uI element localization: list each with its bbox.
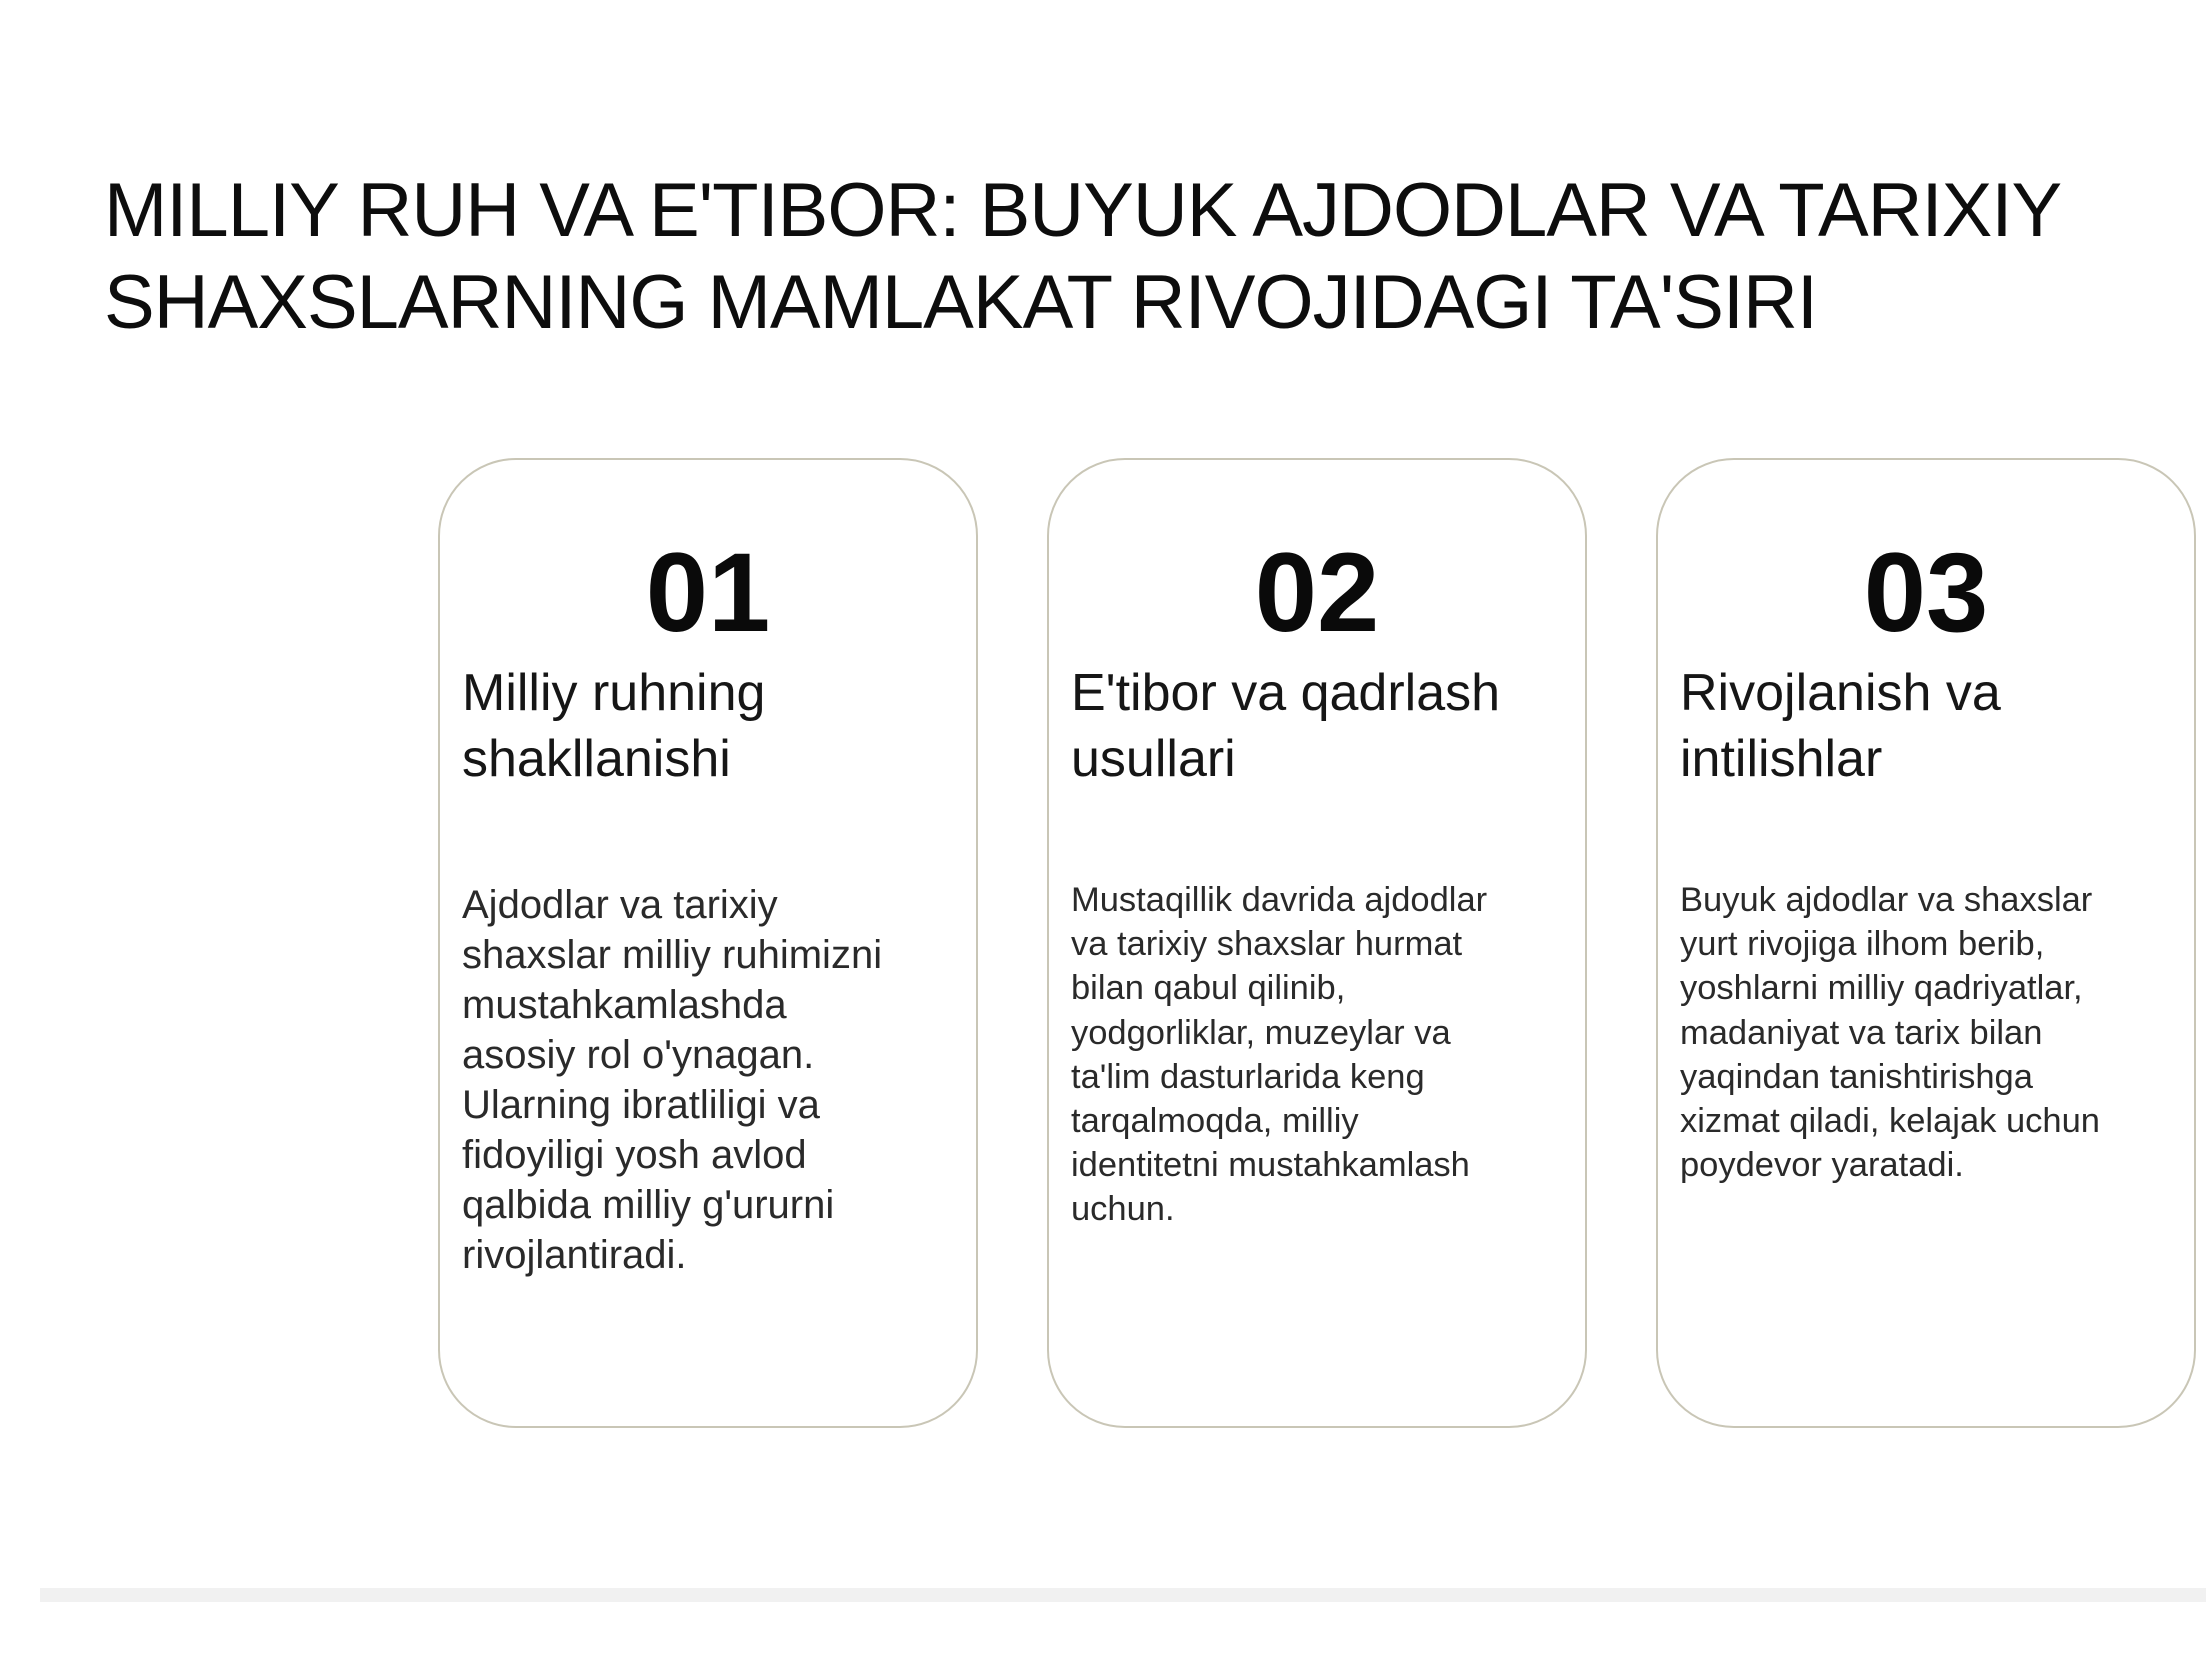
card-heading [1071,660,1571,792]
card-etibor [1047,458,1587,1428]
card-heading-line: E'tibor va qadrlash [1071,664,1501,722]
card-body-line: mustahkamlashda [462,983,787,1027]
page-title-line-1: MILLIY RUH VA E'TIBOR: BUYUK AJDODLAR VA TARIXIY [104,168,2062,253]
card-body-text [1071,878,1576,1232]
card-heading-line: shakllanishi [462,730,731,788]
card-number: 03 [1863,530,1989,655]
card-body-line: tarqalmoqda, milliy [1071,1102,1359,1141]
card-body-line: identitetni mustahkamlash [1071,1146,1470,1185]
card-body-line: uchun. [1071,1190,1175,1229]
card-body-line: xizmat qiladi, kelajak uchun [1680,1102,2100,1141]
card-body-line: Ajdodlar va tarixiy [462,883,778,927]
card-body-line: rivojlantiradi. [462,1233,687,1277]
card-body-line: ta'lim dasturlarida keng [1071,1057,1425,1096]
page-title-line-2: SHAXSLARNING MAMLAKAT RIVOJIDAGI TA'SIRI [104,260,1818,345]
card-body-line: poydevor yaratadi. [1680,1146,1964,1185]
card-body-line: yoshlarni milliy qadriyatlar, [1680,969,2083,1008]
card-heading-line: Milliy ruhning [462,664,766,722]
card-body-text [1680,878,2185,1187]
card-body-line: bilan qabul qilinib, [1071,969,1346,1008]
card-body-line: fidoyiligi yosh avlod [462,1133,807,1177]
card-body-line: asosiy rol o'ynagan. [462,1033,815,1077]
card-body-line: Buyuk ajdodlar va shaxslar [1680,881,2093,919]
card-body-line: shaxslar milliy ruhimizni [462,933,883,977]
card-body-line: yaqindan tanishtirishga [1680,1057,2033,1096]
card-body-line: qalbida milliy g'ururni [462,1183,835,1227]
card-body-line: yodgorliklar, muzeylar va [1071,1013,1451,1052]
card-heading [1680,660,2180,792]
card-body-line: va tarixiy shaxslar hurmat [1071,925,1463,964]
card-body-line: yurt rivojiga ilhom berib, [1680,925,2045,964]
card-heading [462,660,962,792]
card-number: 01 [645,530,771,655]
card-body-text [462,880,967,1280]
card-number: 02 [1254,530,1380,655]
card-body-line: madaniyat va tarix bilan [1680,1013,2043,1052]
bottom-divider [40,1588,2206,1602]
card-rivojlanish [1656,458,2196,1428]
card-heading-line: Rivojlanish va [1680,664,2001,722]
page-title [104,165,2104,349]
card-body-line: Mustaqillik davrida ajdodlar [1071,881,1488,919]
card-heading-line: intilishlar [1680,730,1883,788]
card-heading-line: usullari [1071,730,1236,788]
card-body-line: Ularning ibratliligi va [462,1083,820,1127]
card-milliy-ruh [438,458,978,1428]
